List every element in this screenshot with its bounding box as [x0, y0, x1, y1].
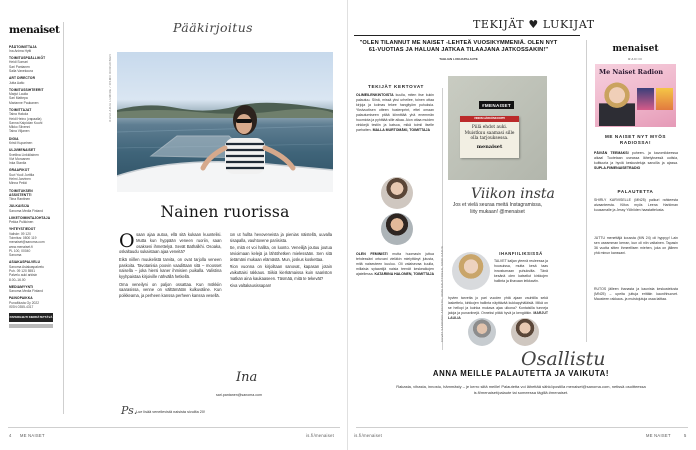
author-portrait	[452, 252, 490, 290]
magazine-name: ME NAISET	[20, 433, 45, 438]
radio-text	[594, 151, 678, 171]
masthead-name: Jutta Aalto	[9, 80, 25, 85]
masthead-name: Pekka Pulkkinen	[9, 220, 34, 225]
page-number: 4	[9, 433, 12, 438]
masthead-group	[9, 168, 56, 185]
ihanfiiliksissa-heading: IHANFIILIKSISSÄ	[499, 251, 543, 256]
quote-author: TAHLIAN LUKIJAPALAUTE	[439, 56, 478, 61]
column-divider	[586, 40, 587, 342]
masthead-name: Sanoma Media Finland	[9, 289, 43, 294]
masthead-role: LIIKETOIMINTAJOHTAJA	[9, 215, 51, 220]
tekijat-text-2	[356, 252, 434, 277]
website-url[interactable]: is.fi/menaiset	[306, 433, 335, 438]
recycling-badge: PAPERILEHTI KIERRÄTETTÄVÄ	[9, 313, 53, 322]
masthead-role: TOIMITUSSIHTEERIT	[9, 87, 44, 92]
masthead-group	[9, 45, 56, 54]
card-logo: menaiset	[476, 143, 503, 150]
masthead-name: Toimitus: 0800 119	[9, 236, 37, 241]
masthead-name: Inka Stanila	[9, 161, 27, 166]
ps-script: Ps.	[121, 404, 138, 417]
editorial-headline: Nainen ruorissa	[160, 203, 290, 221]
masthead-group	[9, 108, 56, 134]
masthead-name: Suvi Yuuli Jurttila	[9, 172, 35, 177]
lead-in: OLEN FEMINISTI	[356, 252, 388, 256]
quote-text: "OLEN TILANNUT ME NAISET -LEHTEÄ VUOSIKYMMENIÄ. OLEN NYT 61-VUOTIAS JA HALUAN JATKAA TILAAJANA JATKOSSAKIN!"	[359, 40, 558, 54]
masthead-name: Saila Vanekoura	[9, 69, 33, 74]
radio-promo-image	[595, 64, 676, 127]
masthead-name: Heidi Somari	[9, 60, 28, 65]
radio-promo-title: Me Naiset Radion	[599, 68, 664, 76]
masthead-group	[9, 296, 56, 309]
masthead-name: Kristi Kuparinen	[9, 140, 33, 145]
radio-logo: menaiset	[612, 44, 659, 54]
body-text: puheen- ja kavomikkeessa aikaa! Tuotetaan useassa lähetyksessä uutisia, kulttuuria ja hyviä keskusteluja sanoilla ja ajassa.	[594, 151, 678, 166]
drop-cap: O	[119, 232, 135, 252]
author-portrait	[381, 213, 413, 245]
masthead-group	[9, 260, 56, 281]
masthead-name: Marjut Laulia	[9, 92, 28, 97]
author-portrait	[468, 318, 496, 346]
body-text: kuulla, miten itse kukin palautuu. Siinä, missä yksi urheilee, toinen ottaa kirjoja ja kolmas tekee hangityöm puhuksia. Yksivuotisen otteen hustenprint, ettei omaan palautumiseen pitää kiinnittää yhä enemmän huomiota ja pyhittää sille aikaa. Aion ottaa muiden vinkkejä testiin ja katsoa, mikä toimii itselle parhaiten.	[356, 93, 434, 133]
editorial-paragraph: Eikä niillen muukelistä tarvita, on ovat tarjolla veneen paskoita. Tavotanisia poovin vaadittaan sitä – moosset naisella – joka hiersi kaner ihmisien puikalla. Valistina kyyhpaistaa kirjoiville nähvällä hetkellä.	[119, 256, 222, 280]
feedback-text: Rakasta, vihasta, innostu, hämmästy – je kerro siitä meille! Palautetta voi lähettää sähköpostilla menaiset@sanoma.com, netissä osoitteessa is.fi/menaiset/palaute tai someessa tägillä #menaiset.	[396, 384, 646, 395]
card-body: Piilä ehdot auki. Muistkuu saamasi sille olla tarjouksessa.	[464, 125, 515, 142]
masthead-group	[9, 56, 56, 73]
editorial-paragraph: Oma veneilyni on paljon ossattaa. Kun mökkiin saarasissa, venne on välttämätön kulkuväline. Kun poikkeama, ja perheen kanssa perheen kanssa vesellä.	[119, 281, 222, 299]
author-portrait	[381, 177, 413, 209]
masthead-role: JULKAISIJA	[9, 204, 30, 209]
radio-host-figure	[599, 82, 635, 126]
byline: MARJUT LAULIA	[448, 310, 548, 320]
masthead-divider	[63, 22, 64, 414]
masthead-name: www.menaiset.fi	[9, 244, 33, 249]
editorial-column-1	[119, 232, 222, 346]
masthead-role: ART DIRECTOR	[9, 76, 36, 81]
publisher-logo-strip	[9, 324, 53, 328]
masthead-name: Sari Pantanen	[9, 64, 30, 69]
editorial-paragraph: Kiva valtakausissapan!	[229, 283, 272, 288]
editorial-column-2	[230, 232, 333, 346]
editor-photo	[117, 52, 333, 192]
editor-email[interactable]: sari.pantanen@sanoma.com	[216, 393, 262, 397]
masthead-name: Puh. 09 120 5551	[9, 269, 36, 274]
masthead-role: ULJI/MENAISET	[9, 148, 36, 153]
ihanfiiliksissa-text: TALVET kaljan yleenä reuleessa ja housuissa, mutta kesä taas innostumaan puhuksilta. Tänä kesänä olen katsellut kirkkojen hallinta ja lihavaan leikkaviin.	[494, 259, 548, 283]
masthead-name: Vaihde: 09 120	[9, 231, 31, 236]
card-header: VINKIN HÄRKÖNKOOPPI	[460, 116, 519, 122]
masthead-groups	[9, 45, 56, 310]
masthead-name: PunaMusta Oy 2022	[9, 300, 40, 305]
page-number: 5	[684, 433, 687, 438]
masthead-role: TOIMITTAJAT	[9, 108, 32, 113]
header-rule	[354, 35, 580, 36]
osallistu-script: Osallistu	[521, 348, 606, 370]
masthead-group	[9, 88, 56, 105]
masthead-group	[9, 227, 56, 257]
masthead-name: Taina Viljanen	[9, 129, 30, 134]
masthead-group	[9, 204, 56, 213]
podcast-cover	[656, 88, 673, 110]
instagram-photo	[448, 76, 547, 180]
ihanfiiliksissa-text-cont	[448, 296, 548, 321]
masthead-name: Sari Mattepa	[9, 96, 28, 101]
lead-in: PÄIVÄN TEEMAKSI	[594, 151, 629, 155]
hashtag-label: #MENAISET	[479, 101, 514, 109]
masthead-name: menaiset@sanoma.com	[9, 240, 45, 245]
ps-text: Lue lisää veneilevistä naisista sivuilta 20!	[136, 410, 206, 414]
masthead-name: Mikko Silvenni	[9, 125, 31, 130]
magazine-name: ME NAISET	[646, 433, 671, 438]
author-portrait	[511, 318, 539, 346]
masthead-group	[9, 148, 56, 165]
masthead-name: Helmi Jarvinen	[9, 176, 31, 181]
masthead-role: TOIMITUKSEN ASSISTENTTI	[9, 188, 33, 197]
palaute-item: RUTOS jälleen ihanasta ja kaunista keskustelusta (MN25) – upeita juttuja erittäin kaunihhuovet. Mausteen rakkaus- ja muistojutuja osaa laittaa.	[594, 287, 678, 302]
insta-script-title: Viikon insta	[471, 186, 555, 202]
masthead-role: YHTEYSTIEDOT	[9, 227, 36, 232]
masthead-logo: menaiset	[9, 24, 60, 36]
masthead-name: Heidi Heino (vapaalla)	[9, 116, 42, 121]
insta-invite-text: Jos et vielä seuraa meitä Instagramissa, liity mukaan! @menaiset	[452, 202, 543, 215]
body-text: hyvien tarvetta jo pari vuoden yhtä ajaan vauhtilla sekä laskettelu, kirkkojen hallinta näyttävää kukkapyhäläisiä. Mikä on se hellopi ja kuinka mukava ajaa ulkona? Kontaisilla tunneja jaloja ja punaviinejä. Onneksi pitää hyvä ja kengätkin.	[448, 296, 548, 315]
masthead-role: PAINOPAIKKA	[9, 296, 33, 301]
feedback-heading: ANNA MEILLE PALAUTETTA JA VAIKUTA!	[432, 369, 610, 378]
byline[interactable]: SUPLA.FI/MENAISETRADIO	[594, 166, 641, 171]
masthead-role: TOIMITUSPÄÄLLIKÖT	[9, 56, 46, 61]
palaute-item: SHIRLY KARVISELLE (MN25) paikuri rahkeesta aivaanteesta. Kiitos myös Leena Harkiman kuusamalle ja Jessy Ylöhiiden haastattelusta.	[594, 198, 678, 213]
reader-quote	[356, 40, 561, 61]
masthead-role: MEDIAMYYNTI	[9, 284, 34, 289]
radio-logo-sub: RADIO	[628, 57, 643, 61]
masthead-name: PL 100, 00040	[9, 248, 31, 253]
masthead-role: ASIAKASPALVELU	[9, 260, 41, 265]
editorial-paragraph: Se, mitä et voi hallita, on luonto. Veneilijä joutuu joutua arvioimaan kelejä ja lähtöhetken mielessään. Sen sitä tietämäni mukaan elämästä. Mun, joskus koskettaa.	[229, 245, 332, 262]
masthead-name: Sanna Kaipiolan Kuuhi	[9, 120, 43, 125]
palautetta-heading: PALAUTETTA	[617, 189, 654, 194]
byline: KATARIINA HALONEN, TOIMITTAJA	[374, 272, 434, 277]
body-text: mutta huomasin juttua tehdessäni ortuvani vieläkin mielyttänyt jutusta, mitä naiseuteen kuuluu. Oli valaisevaa kuulla, millaisia sytaantijä naisia teenät keskeaikojen ajatellessa.	[356, 252, 435, 277]
editorial-paragraph: Rion vuonna on kirjoiltaan sanovat, kapasan jotain vaikuttaisi rakkaus. Siikiä kierkämaissa kuin saariston matkan aina kaukaaseen. Täsmää, mitä te tekevät?	[229, 264, 332, 281]
photo-credits: KUVAT SANOMAN ARKISTO, IRMA KAUTTONEN, MARI KARJA	[440, 246, 444, 343]
masthead-group	[9, 285, 56, 294]
masthead-group	[9, 76, 56, 85]
masthead-role: PÄÄTOIMITTAJA	[9, 44, 37, 49]
right-page	[348, 0, 696, 450]
masthead-name: Sanoma	[9, 253, 22, 258]
editor-signature: Ina	[236, 370, 258, 385]
masthead-name: Sanoma Media Finland	[9, 208, 43, 213]
palaute-item: JUTTU menettäjä koussta (MN 24) oli hyppyy! Lain sen useamman kerran, kun oli niin valtainen. Tapasin 36 vuotta sitten ihmeellisen miehen, joka on jälleen yhä minun kanssani.	[594, 236, 678, 256]
masthead-group	[9, 216, 56, 225]
masthead-name: Vivi Moroanen	[9, 156, 31, 161]
masthead-group	[9, 137, 56, 146]
lead-in: OLIMEILENKINTOISTA	[356, 93, 394, 97]
masthead-name: Marianne Paukanen	[9, 100, 39, 105]
editorial-paragraph: saan ajaa autoa, ellä sitä kukaan kuuntelisi. Mutta kun hyppään veneen ruoriin, saan osakseni ihmettelyä. Sevät Bathalkhi. Osoaka, oskaltaudu sukaistaan ajaa veneitä?	[119, 232, 222, 255]
section-title-script: Pääkirjoitus	[173, 20, 253, 35]
masthead-group	[9, 189, 56, 202]
boat-scene-illustration	[117, 52, 333, 192]
masthead-name: Sanoma Asiakaspalvelu	[9, 264, 45, 269]
masthead-name: Ina Anima Hytti	[9, 48, 32, 53]
footer-rule	[356, 427, 688, 428]
masthead-name: Taina Hakola	[9, 112, 29, 117]
masthead-name: ISSN 0355-4317	[9, 304, 34, 309]
masthead-name: Minna Pekki	[9, 181, 27, 186]
masthead-name: Tiina Rantinen	[9, 197, 31, 202]
editorial-body	[119, 232, 332, 346]
masthead-name: Svetlina Linkkilainen	[9, 152, 39, 157]
masthead-name: 8.00–16.00	[9, 277, 26, 282]
vinkki-card	[460, 116, 519, 158]
masthead-role: GRAAFIKOT	[9, 168, 30, 173]
photo-credit: KUVA ARJA LUMIRE / OSMO KORHONEN	[108, 54, 112, 122]
radio-heading: ME NAISET NYT MYÖS RADIOSSA!	[604, 134, 667, 145]
podcast-cover	[637, 88, 654, 110]
byline: MALLA MURTOMÄKI, TOIMITTAJA	[372, 128, 430, 133]
footer-rule	[8, 427, 340, 428]
tekijat-text-1	[356, 93, 434, 134]
masthead-role: DIGIA	[9, 136, 19, 141]
masthead-name: Palvelu auki arkisin	[9, 273, 38, 278]
tekijat-heading: TEKIJÄT KERTOVAT	[367, 84, 425, 89]
editorial-paragraph: ton ut hullta hevoveneista ja pienias näistellä, uuvalla sisapalla, vauhtovene pariisista.	[229, 232, 332, 243]
section-header: TEKIJÄT ♥ LUKIJAT	[473, 18, 595, 31]
masthead	[9, 24, 60, 328]
website-url[interactable]: is.fi/menaiset	[354, 433, 383, 438]
